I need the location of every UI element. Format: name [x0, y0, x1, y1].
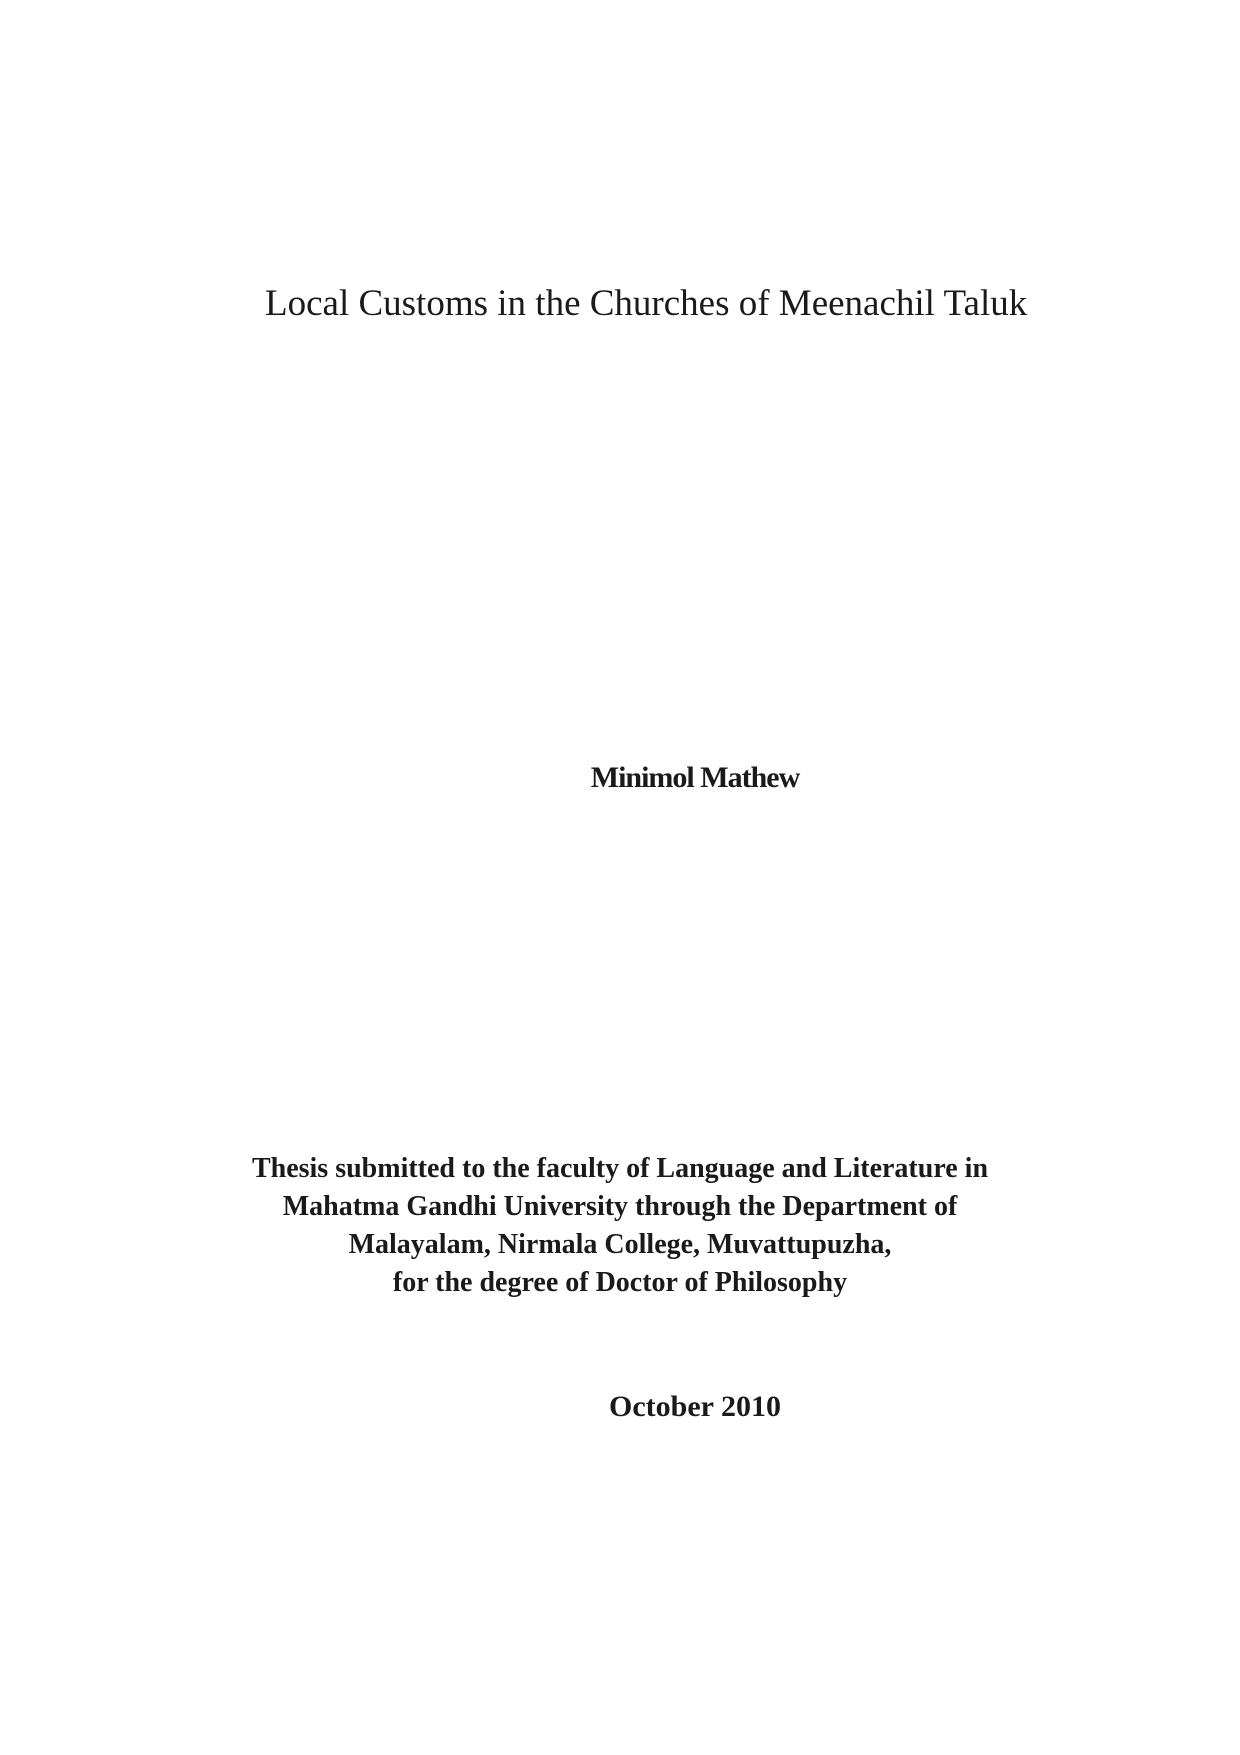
thesis-statement-line: Mahatma Gandhi University through the Department of [282, 1191, 958, 1222]
thesis-statement-line: for the degree of Doctor of Philosophy [392, 1267, 848, 1298]
submission-date: October 2010 [609, 1390, 781, 1423]
thesis-statement-line: Malayalam, Nirmala College, Muvattupuzha, [348, 1229, 892, 1260]
thesis-statement-line: Thesis submitted to the faculty of Language and Literature in [251, 1153, 989, 1184]
author-name: Minimol Mathew [590, 761, 800, 794]
thesis-title: Local Customs in the Churches of Meenachil Taluk [265, 283, 1028, 324]
thesis-statement [230, 1150, 1010, 1302]
